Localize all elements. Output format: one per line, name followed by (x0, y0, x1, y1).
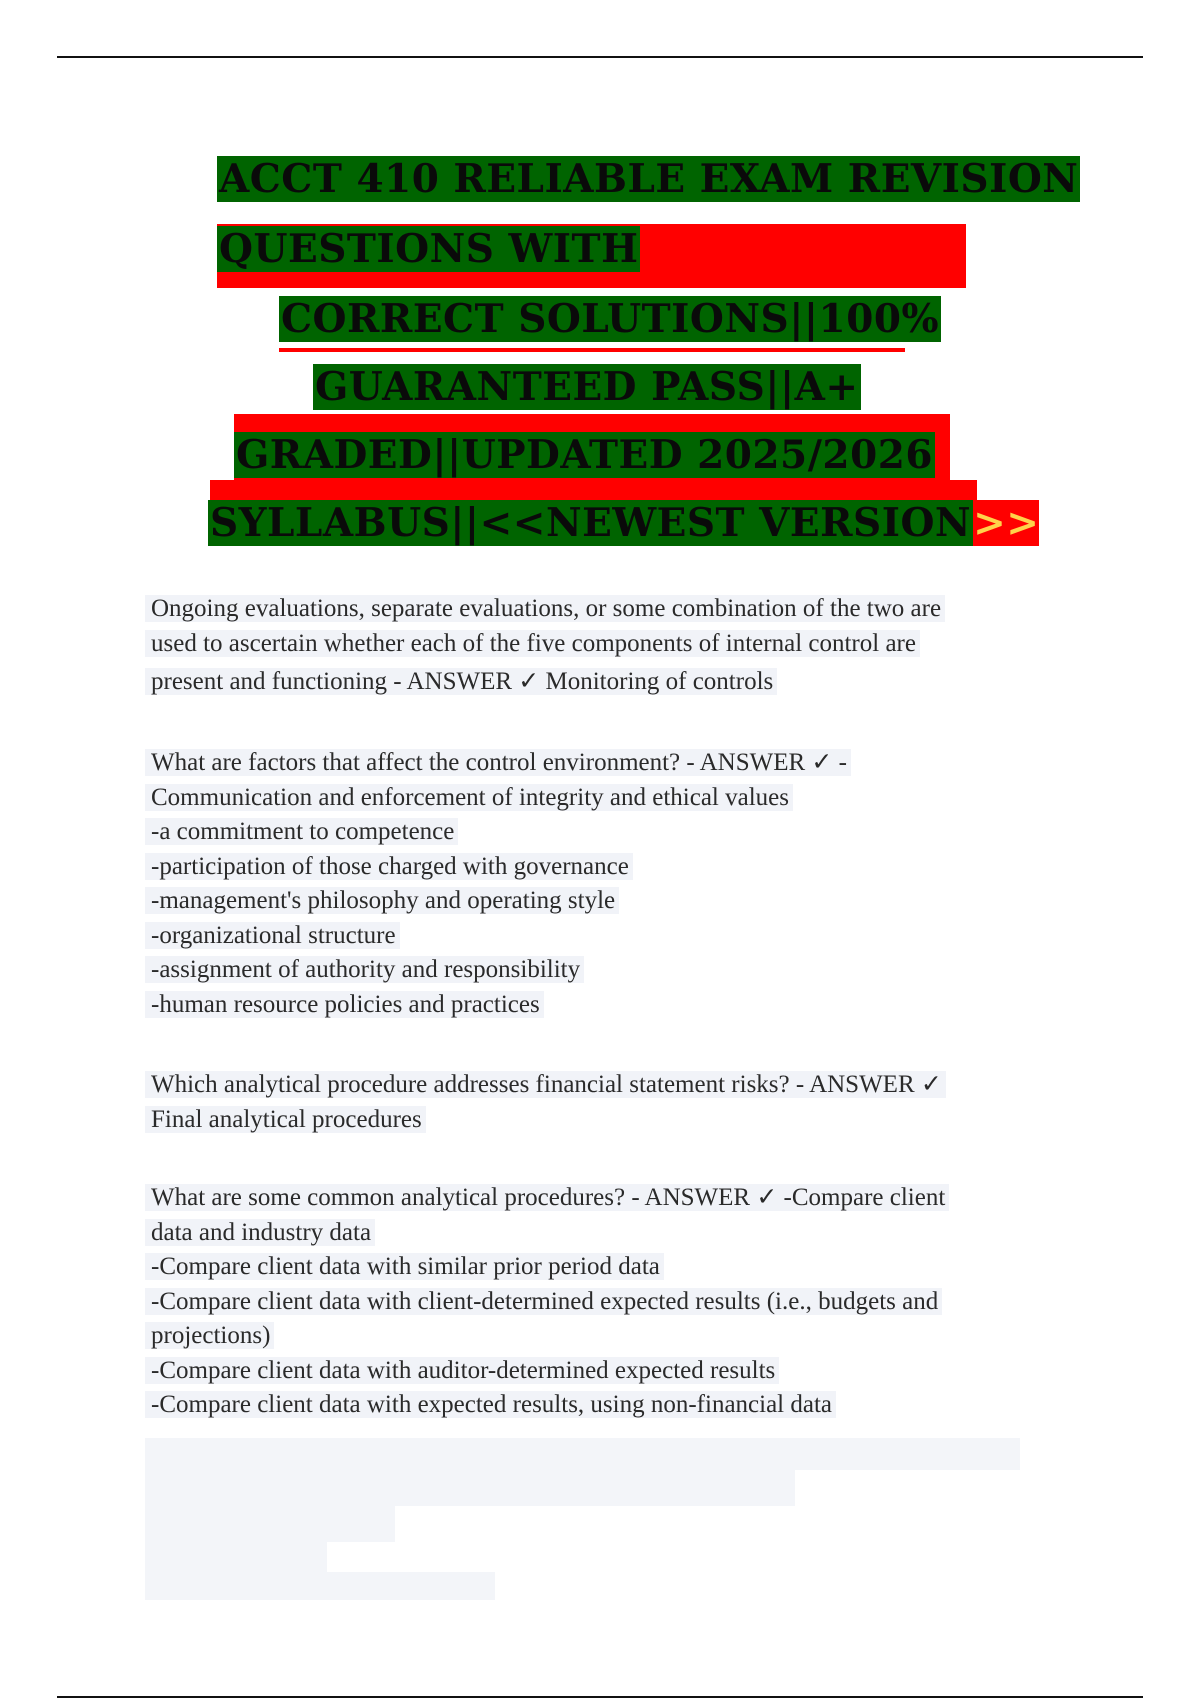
title-line: ACCT 410 RELIABLE EXAM REVISION (219, 156, 1079, 202)
title-line: SYLLABUS||<<NEWEST VERSION>> (210, 500, 1040, 546)
qa-item-common-procedures: What are some common analytical procedures? - ANSWER ✓ -Compare client data and industry data -Compare client data with similar prior period data -Compare client data with client-determined expected results (i.e., budgets and projections) -Compare client data with auditor-determined expected results -Compare client data with expected results, using non-financial data (145, 1181, 1045, 1423)
title-line: CORRECT SOLUTIONS||100% (281, 296, 940, 342)
title-red-bar (279, 348, 905, 352)
title-tail: >> (973, 500, 1040, 546)
top-rule (57, 56, 1143, 58)
qa-item-monitoring: Ongoing evaluations, separate evaluations, or some combination of the two are used to ascertain whether each of the five components of internal control are present and functioning - ANSWER ✓ Monitoring of controls (145, 592, 1045, 700)
title-line: GUARANTEED PASS||A+ (315, 364, 859, 410)
title-line: GRADED||UPDATED 2025/2026 (236, 432, 933, 478)
title-line: QUESTIONS WITH (219, 226, 639, 272)
qa-item-analytical-risks: Which analytical procedure addresses financial statement risks? - ANSWER ✓ Final analytical procedures (145, 1068, 1045, 1137)
bottom-rule (57, 1696, 1143, 1698)
qa-item-control-environment: What are factors that affect the control environment? - ANSWER ✓ - Communication and enforcement of integrity and ethical values -a commitment to competence -participation of those charged with governance -management's philosophy and operating style -organizational structure -assignment of authority and responsibility -human resource policies and practices (145, 746, 1045, 1022)
